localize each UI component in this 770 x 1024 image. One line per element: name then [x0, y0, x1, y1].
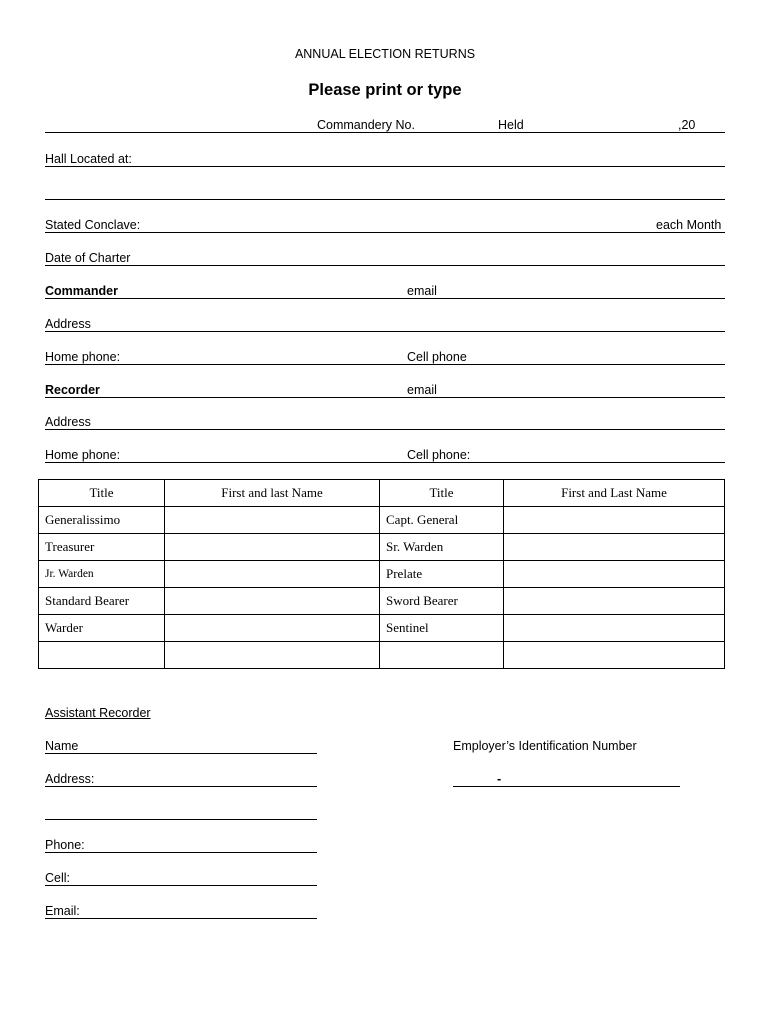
officer-title-cell: Sr. Warden [380, 534, 504, 561]
officer-name-cell[interactable] [165, 642, 380, 669]
commandery-no-label: Commandery No. [317, 118, 415, 132]
officer-title-cell: Sword Bearer [380, 588, 504, 615]
date-of-charter-label: Date of Charter [45, 251, 131, 265]
asst-email-field[interactable] [45, 918, 317, 919]
ein-label: Employer’s Identification Number [453, 739, 637, 753]
asst-name-label: Name [45, 739, 79, 753]
officer-name-cell[interactable] [504, 534, 725, 561]
table-row [39, 615, 725, 642]
recorder-home-phone-label: Home phone: [45, 448, 121, 462]
asst-cell-label: Cell: [45, 871, 71, 885]
recorder-address-field[interactable] [45, 429, 725, 430]
hall-located-field[interactable] [45, 166, 725, 167]
table-row [39, 588, 725, 615]
officer-title-cell: Generalissimo [39, 507, 165, 534]
asst-phone-field[interactable] [45, 852, 317, 853]
officer-name-cell[interactable] [165, 588, 380, 615]
recorder-email-label: email [407, 383, 437, 397]
officer-name-cell[interactable] [504, 507, 725, 534]
asst-name-field[interactable] [45, 753, 317, 754]
table-row [39, 561, 725, 588]
recorder-field[interactable] [45, 397, 725, 398]
officer-title-cell: Standard Bearer [39, 588, 165, 615]
document-title: ANNUAL ELECTION RETURNS [294, 47, 476, 61]
asst-email-label: Email: [45, 904, 80, 918]
commander-address-field[interactable] [45, 331, 725, 332]
asst-phone-label: Phone: [45, 838, 85, 852]
year-label: ,20 [678, 118, 696, 132]
officer-title-cell: Warder [39, 615, 165, 642]
table-row [39, 642, 725, 669]
commander-cell-phone-label: Cell phone [407, 350, 467, 364]
table-row [39, 534, 725, 561]
officer-title-cell: Jr. Warden [39, 561, 165, 588]
asst-address-field[interactable] [45, 786, 317, 787]
officer-title-cell[interactable] [380, 642, 504, 669]
stated-conclave-field[interactable] [45, 232, 725, 233]
table-header-cell: First and last Name [165, 480, 380, 507]
commander-label: Commander [45, 284, 118, 298]
officer-title-cell: Sentinel [380, 615, 504, 642]
table-header-row [39, 480, 725, 507]
asst-address-field-line-2[interactable] [45, 819, 317, 820]
officer-title-cell: Treasurer [39, 534, 165, 561]
stated-conclave-label: Stated Conclave: [45, 218, 141, 232]
asst-address-label: Address: [45, 772, 95, 786]
officer-name-cell[interactable] [504, 615, 725, 642]
officer-name-cell[interactable] [165, 615, 380, 642]
ein-field[interactable] [453, 786, 680, 787]
commander-address-label: Address [45, 317, 91, 331]
hall-located-label: Hall Located at: [45, 152, 132, 166]
commander-phone-field[interactable] [45, 364, 725, 365]
commander-home-phone-label: Home phone: [45, 350, 121, 364]
table-header-cell: Title [39, 480, 165, 507]
officer-name-cell[interactable] [165, 507, 380, 534]
officer-name-cell[interactable] [504, 561, 725, 588]
recorder-phone-field[interactable] [45, 462, 725, 463]
document-subtitle: Please print or type [308, 81, 462, 99]
assistant-recorder-heading: Assistant Recorder [45, 706, 151, 720]
commander-email-label: email [407, 284, 437, 298]
table-header-cell: Title [380, 480, 504, 507]
each-month-label: each Month [656, 218, 722, 232]
table-row [39, 507, 725, 534]
asst-cell-field[interactable] [45, 885, 317, 886]
table-header-cell: First and Last Name [504, 480, 725, 507]
officer-name-cell[interactable] [165, 561, 380, 588]
date-of-charter-field[interactable] [45, 265, 725, 266]
hall-located-field-line-2[interactable] [45, 199, 725, 200]
officer-name-cell[interactable] [165, 534, 380, 561]
ein-separator: - [497, 772, 502, 786]
recorder-cell-phone-label: Cell phone: [407, 448, 471, 462]
officer-name-cell[interactable] [504, 642, 725, 669]
officer-title-cell: Prelate [380, 561, 504, 588]
officer-title-cell: Capt. General [380, 507, 504, 534]
held-label: Held [498, 118, 524, 132]
commander-field[interactable] [45, 298, 725, 299]
officer-title-cell[interactable] [39, 642, 165, 669]
officers-table [38, 479, 725, 669]
recorder-label: Recorder [45, 383, 100, 397]
officer-name-cell[interactable] [504, 588, 725, 615]
recorder-address-label: Address [45, 415, 91, 429]
